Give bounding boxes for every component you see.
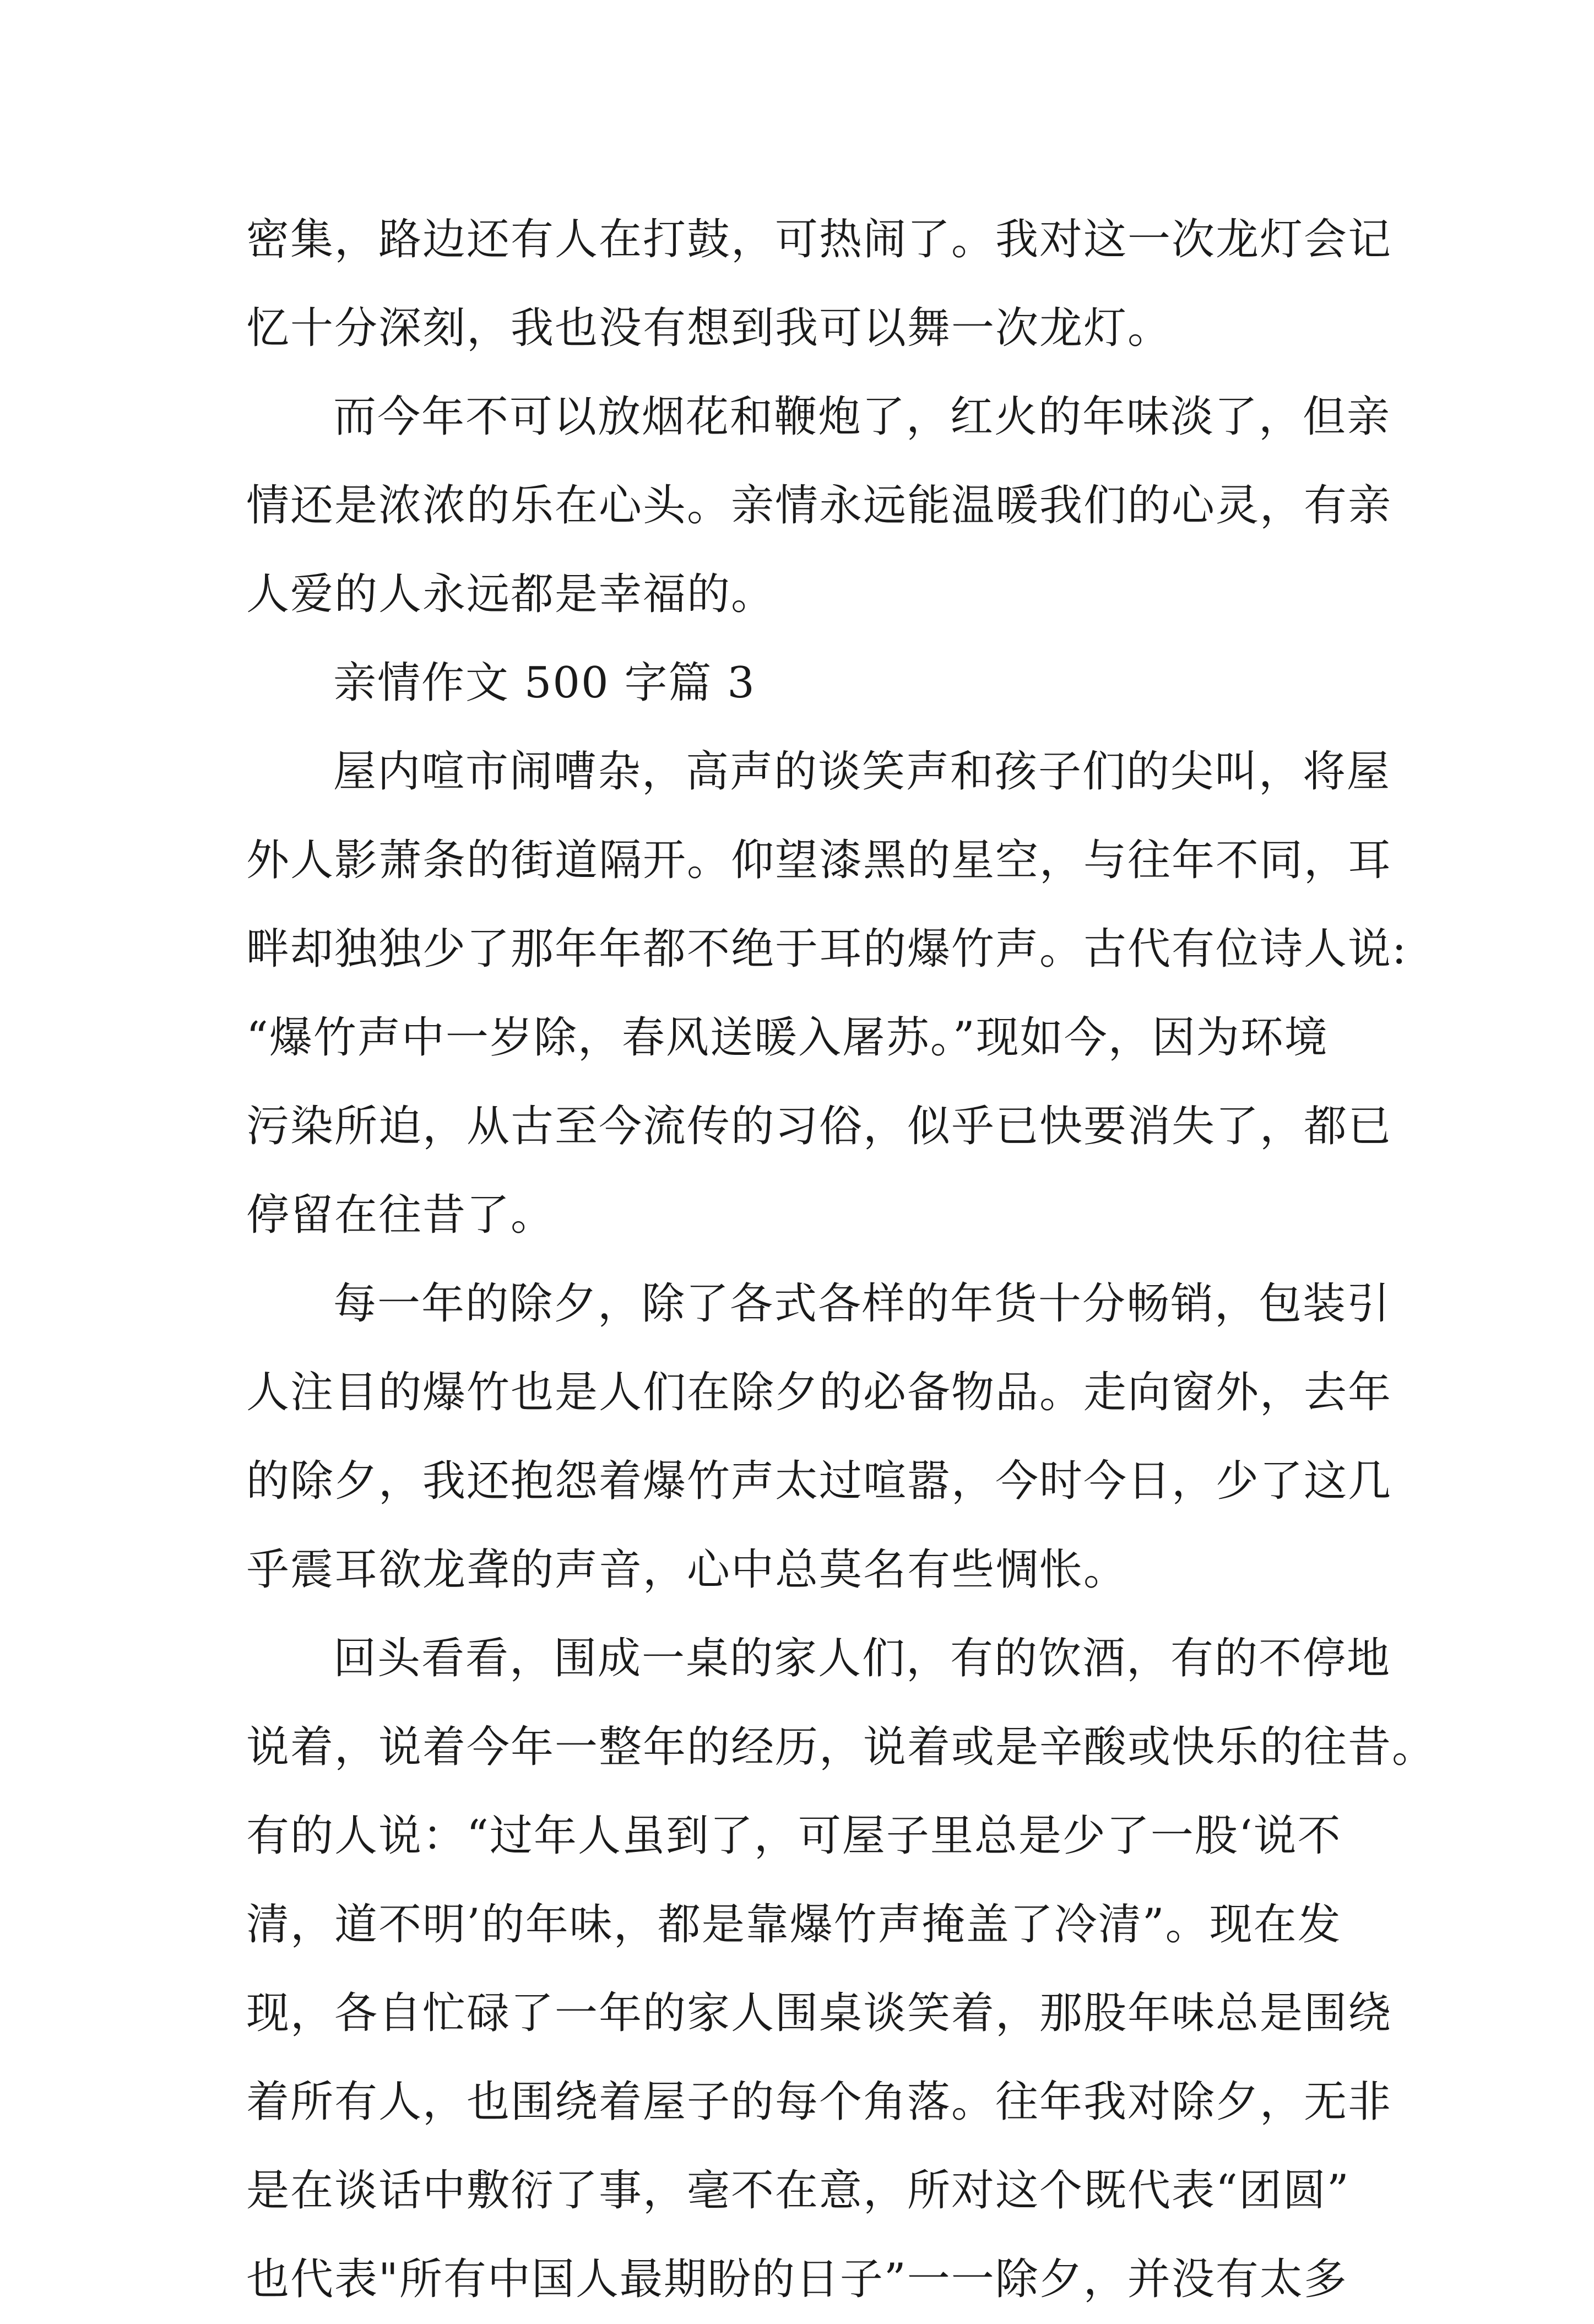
text-line: 屋内喧市闹嘈杂，高声的谈笑声和孩子们的尖叫，将屋	[333, 747, 1391, 797]
text-line: 现，各自忙碌了一年的家人围桌谈笑着，那股年味总是围绕	[246, 1989, 1392, 2038]
text-line: 污染所迫，从古至今流传的习俗，似乎已快要消失了，都已	[246, 1102, 1392, 1151]
text-line: 而今年不可以放烟花和鞭炮了，红火的年味淡了，但亲	[333, 392, 1391, 442]
text-line: 忆十分深刻，我也没有想到我可以舞一次龙灯。	[246, 304, 1172, 353]
text-line: 外人影萧条的街道隔开。仰望漆黑的星空，与往年不同，耳	[246, 836, 1392, 885]
text-line: 清，道不明’的年味，都是靠爆竹声掩盖了冷清”。现在发	[246, 1900, 1342, 1949]
text-line: 着所有人，也围绕着屋子的每个角落。往年我对除夕，无非	[246, 2077, 1392, 2127]
text-line: 情还是浓浓的乐在心头。亲情永远能温暖我们的心灵，有亲	[246, 481, 1392, 530]
text-line: 也代表"所有中国人最期盼的日子”一一除夕，并没有太多	[246, 2255, 1348, 2304]
text-line: 的除夕，我还抱怨着爆竹声太过喧嚣，今时今日，少了这几	[246, 1456, 1392, 1506]
text-line: 人爱的人永远都是幸福的。	[246, 570, 776, 619]
text-line: 亲情作文 500 字篇 3	[333, 658, 756, 708]
text-line: 回头看看，围成一桌的家人们，有的饮酒，有的不停地	[333, 1634, 1391, 1683]
text-line: 是在谈话中敷衍了事，毫不在意，所对这个既代表“团圆”	[246, 2166, 1350, 2215]
text-line: 说着，说着今年一整年的经历，说着或是辛酸或快乐的往昔。	[246, 1722, 1436, 1772]
text-line: 密集，路边还有人在打鼓，可热闹了。我对这一次龙灯会记	[246, 215, 1392, 264]
text-line: “爆竹声中一岁除，春风送暖入屠苏。”现如今，因为环境	[246, 1013, 1329, 1063]
text-line: 有的人说：“过年人虽到了，可屋子里总是少了一股‘说不	[246, 1811, 1342, 1861]
text-line: 停留在往昔了。	[246, 1190, 555, 1240]
text-line: 畔却独独少了那年年都不绝于耳的爆竹声。古代有位诗人说:	[246, 924, 1408, 974]
body-text	[246, 196, 1436, 2324]
text-line: 每一年的除夕，除了各式各样的年货十分畅销，包装引	[333, 1279, 1391, 1329]
text-line: 乎震耳欲龙聋的声音，心中总莫名有些惆怅。	[246, 1545, 1128, 1595]
text-line: 人注目的爆竹也是人们在除夕的必备物品。走向窗外，去年	[246, 1368, 1392, 1417]
